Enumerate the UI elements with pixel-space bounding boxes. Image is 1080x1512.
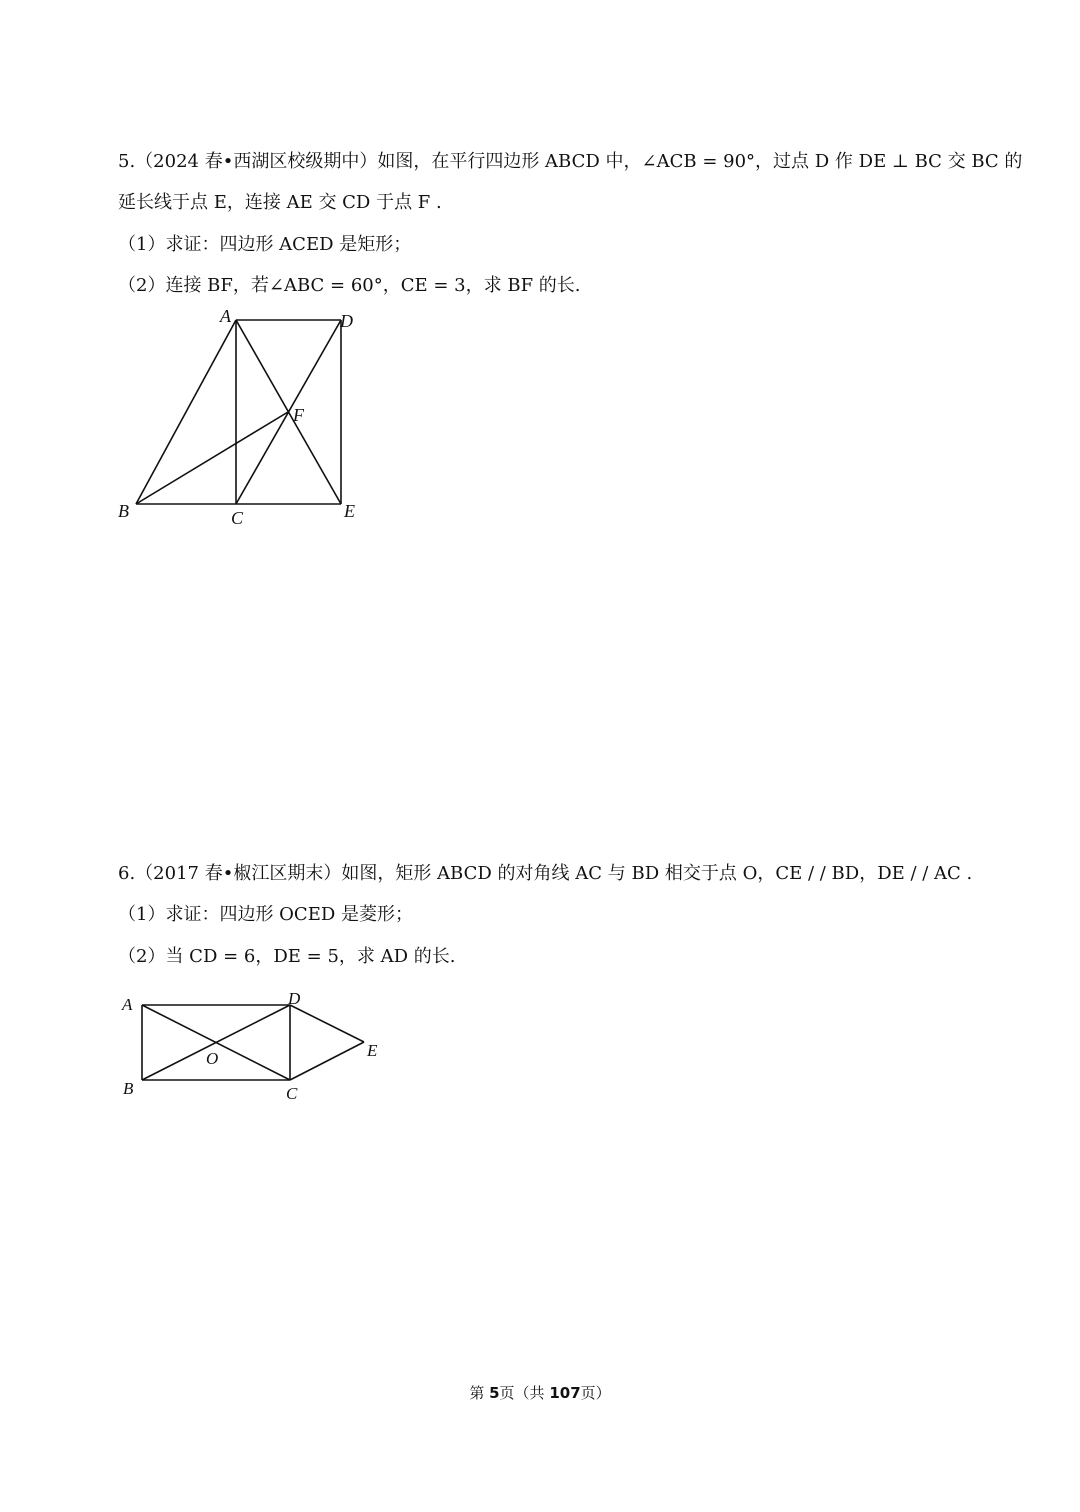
segment-DE (290, 1005, 364, 1042)
problem5-part1: （1）求证：四边形 ACED 是矩形； (118, 234, 412, 255)
segment-CE (290, 1042, 364, 1080)
label-D: D (288, 989, 301, 1008)
segment-AB (136, 320, 236, 504)
problem6-part1: （1）求证：四边形 OCED 是菱形； (118, 904, 413, 925)
label-A: A (122, 995, 133, 1014)
label-O: O (206, 1049, 219, 1068)
problem5-statement-line1: 5.（2024 春•西湖区校级期中）如图，在平行四边形 ABCD 中，∠ACB = 90°，过点 D 作 DE ⊥ BC 交 BC 的 (118, 151, 1023, 172)
label-B: B (118, 501, 129, 521)
problem6-figure (110, 985, 390, 1105)
footer-prefix: 第 (469, 1384, 490, 1402)
problem5-statement-line2: 延长线于点 E，连接 AE 交 CD 于点 F . (118, 192, 442, 213)
footer-page-number: 5 (489, 1384, 500, 1402)
label-B: B (123, 1079, 134, 1098)
label-D: D (340, 311, 353, 331)
problem5-diagram (110, 300, 380, 535)
footer-total-pages: 107 (549, 1384, 581, 1402)
segment-BF (136, 412, 288, 504)
problem5-figure (110, 300, 380, 535)
footer-suffix: 页） (580, 1384, 611, 1402)
page-footer (0, 1383, 1080, 1403)
label-A: A (220, 306, 231, 326)
footer-middle: 页（共 (499, 1384, 550, 1402)
problem5-part2: （2）连接 BF，若∠ABC = 60°，CE = 3，求 BF 的长. (118, 275, 581, 296)
problem6-statement-line1: 6.（2017 春•椒江区期末）如图，矩形 ABCD 的对角线 AC 与 BD 相交于点 O，CE / / BD，DE / / AC . (118, 863, 973, 884)
label-E: E (344, 501, 355, 521)
label-C: C (231, 508, 244, 528)
label-F: F (293, 405, 304, 425)
problem6-part2: （2）当 CD = 6，DE = 5，求 AD 的长. (118, 946, 456, 967)
label-E: E (367, 1041, 378, 1060)
problem6-diagram (110, 985, 390, 1105)
label-C: C (286, 1084, 298, 1103)
